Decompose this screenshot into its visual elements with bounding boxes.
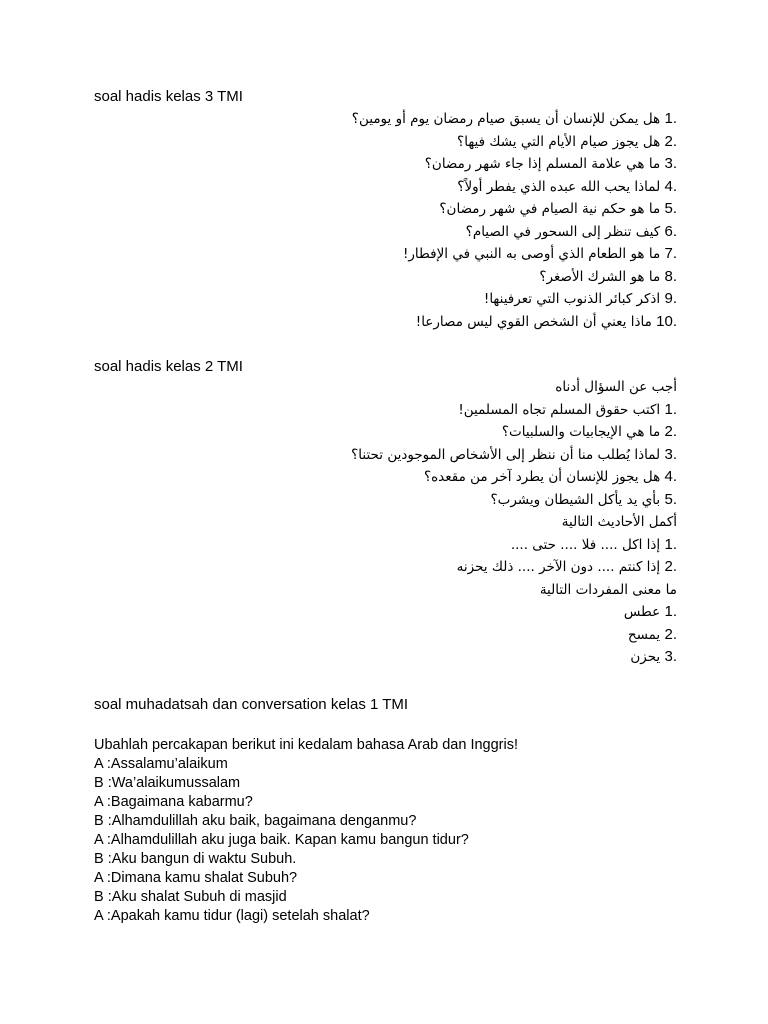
instruction-text: Ubahlah percakapan berikut ini kedalam bahasa Arab dan Inggris! bbox=[94, 737, 518, 753]
section1-question-list bbox=[117, 108, 677, 333]
completion-item: 1. إذا اكل .... فلا .... حتى .... bbox=[510, 535, 677, 553]
conversation-block bbox=[94, 736, 694, 926]
dialogue-line: A :Alhamdulillah aku juga baik. Kapan kamu bangun tidur? bbox=[94, 832, 469, 848]
section2-content bbox=[117, 376, 677, 669]
question-item: 2. هل يجوز صيام الأيام التي يشك فيها؟ bbox=[457, 132, 677, 150]
section3-title: soal muhadatsah dan conversation kelas 1 TMI bbox=[94, 696, 409, 713]
dialogue-line: A :Dimana kamu shalat Subuh? bbox=[94, 870, 298, 886]
question-item: 5. بأي يد يأكل الشيطان ويشرب؟ bbox=[490, 490, 677, 508]
section1-title: soal hadis kelas 3 TMI bbox=[94, 88, 243, 105]
dialogue-line: A :Assalamu’alaikum bbox=[94, 756, 228, 772]
section2-title: soal hadis kelas 2 TMI bbox=[94, 358, 243, 375]
question-item: 6. كيف تنظر إلى السحور في الصيام؟ bbox=[465, 222, 677, 240]
dialogue-line: A :Apakah kamu tidur (lagi) setelah shalat? bbox=[94, 908, 370, 924]
question-item: 5. ما هو حكم نية الصيام في شهر رمضان؟ bbox=[439, 200, 677, 217]
instruction-text: ما معنى المفردات التالية bbox=[539, 581, 677, 598]
question-item: 1. هل يمكن للإنسان أن يسبق صيام رمضان يوم أو يومين؟ bbox=[351, 110, 677, 127]
instruction-text: أجب عن السؤال أدناه bbox=[555, 379, 677, 395]
vocab-item: 1. عطس bbox=[623, 603, 677, 620]
completion-item: 2. إذا كنتم .... دون الآخر .... ذلك يحزنه bbox=[456, 558, 677, 575]
question-item: 8. ما هو الشرك الأصغر؟ bbox=[539, 267, 677, 285]
dialogue-line: A :Bagaimana kabarmu? bbox=[94, 794, 253, 810]
vocab-item: 3. يحزن bbox=[630, 648, 677, 665]
vocab-item: 2. يمسح bbox=[627, 625, 677, 643]
question-item: 4. لماذا يحب الله عبده الذي يفطر أولاً؟ bbox=[457, 177, 677, 195]
question-item: 10. ماذا يعني أن الشخص القوي ليس مصارعا! bbox=[415, 312, 677, 330]
dialogue-line: B :Alhamdulillah aku baik, bagaimana denganmu? bbox=[94, 813, 417, 829]
question-item: 4. هل يجوز للإنسان أن يطرد آخر من مقعده؟ bbox=[423, 468, 677, 485]
question-item: 3. لماذا يُطلب منا أن ننظر إلى الأشخاص الموجودين تحتنا؟ bbox=[351, 445, 677, 463]
question-item: 2. ما هي الإيجابيات والسلبيات؟ bbox=[501, 423, 677, 440]
dialogue-line: B :Aku bangun di waktu Subuh. bbox=[94, 851, 297, 867]
question-item: 3. ما هي علامة المسلم إذا جاء شهر رمضان؟ bbox=[424, 155, 677, 172]
question-item: 9. اذكر كبائر الذنوب التي تعرفينها! bbox=[483, 290, 677, 307]
question-item: 1. اكتب حقوق المسلم تجاه المسلمين! bbox=[458, 400, 677, 418]
question-item: 7. ما هو الطعام الذي أوصى به النبي في الإفطار! bbox=[403, 245, 677, 262]
instruction-text: أكمل الأحاديث التالية bbox=[561, 514, 677, 530]
dialogue-line: B :Aku shalat Subuh di masjid bbox=[94, 889, 287, 905]
dialogue-line: B :Wa’alaikumussalam bbox=[94, 775, 241, 791]
